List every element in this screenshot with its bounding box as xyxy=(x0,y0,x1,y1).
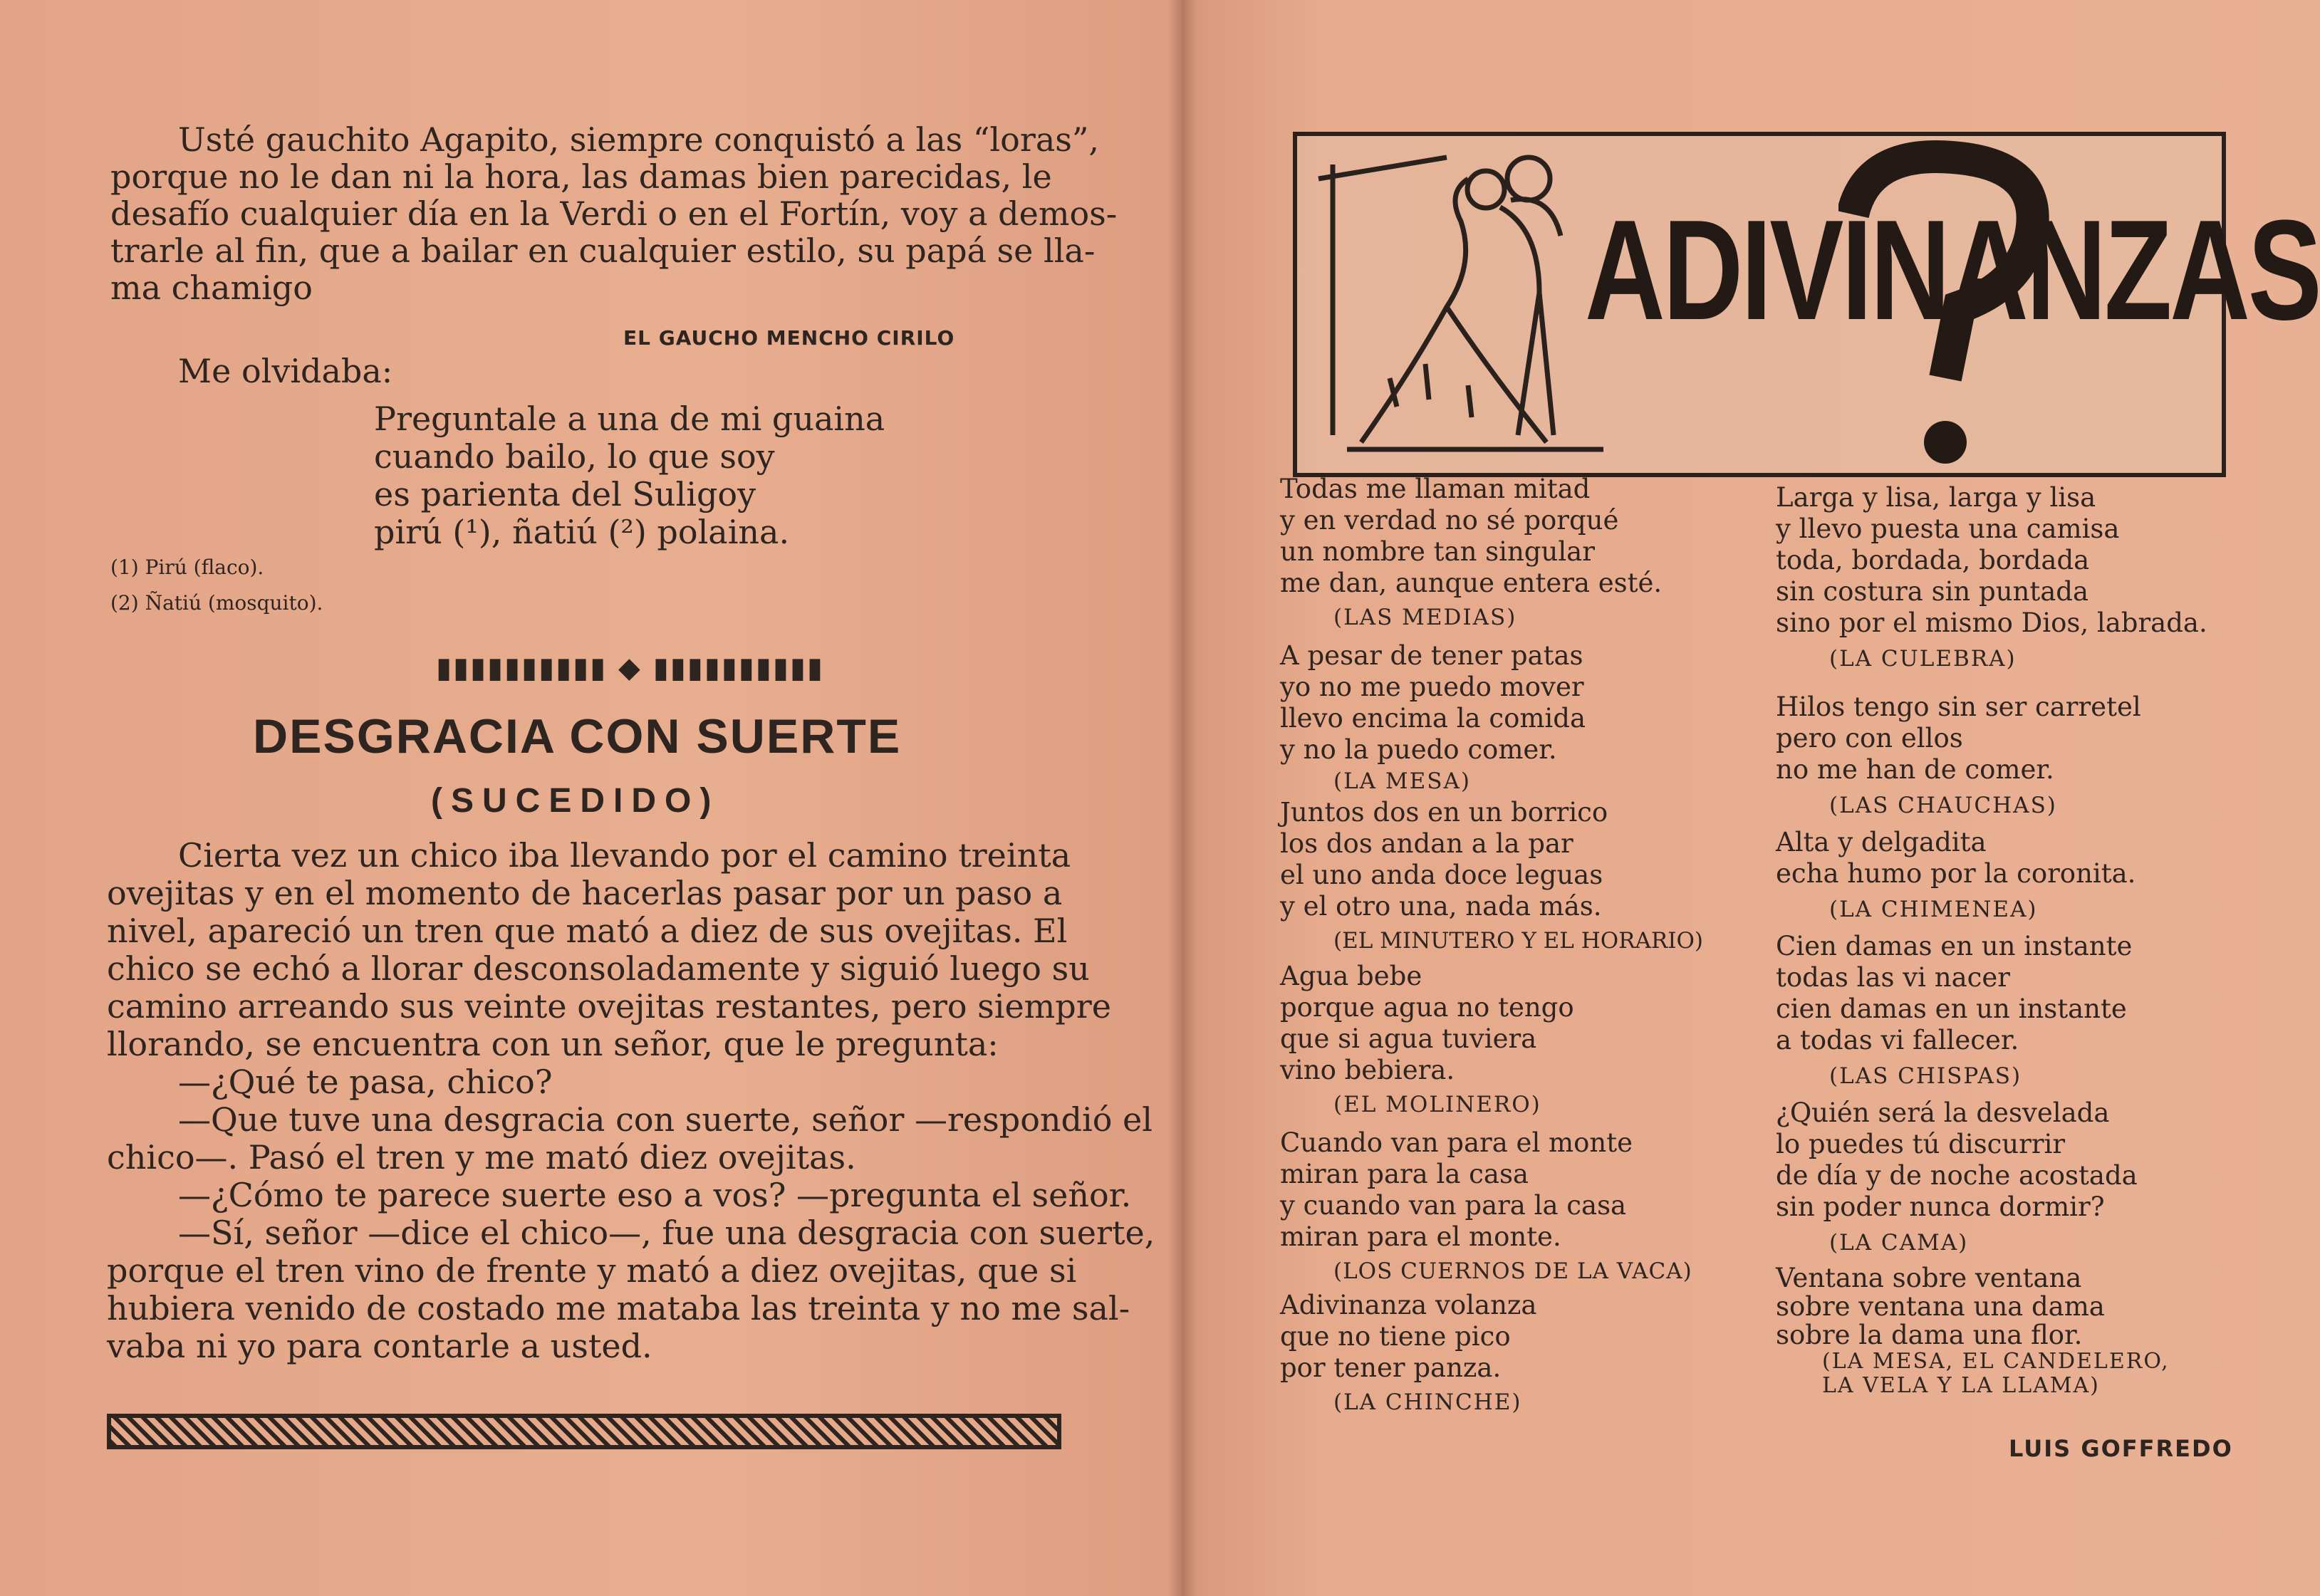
riddle: Juntos dos en un borrico los dos andan a la par el uno anda doce leguas y el otro una, nada más. (EL MINUTERO Y EL HORARIO) xyxy=(1280,797,1703,954)
story-body: Cierta vez un chico iba llevando por el camino treinta ovejitas y en el momento de hacerlas pasar por un paso a nivel, apareció un tren que mató a diez de sus ovejitas. El chico se echó a llorar desconsoladamente y siguió luego su camino arreando sus veinte ovejitas restantes, pero siempre llorando, se encuentra con un señor, que le pregunta: —¿Qué te pasa, chico? —Que tuve una desgracia con suerte, señor —respondió el chico—. Pasó el tren y me mató diez ovejitas. —¿Cómo te parece suerte eso a vos? —pregunta el señor. —Sí, señor —dice el chico—, fue una desgracia con suerte, porque el tren vino de frente y mató a diez ovejitas, que si hubiera venido de costado me mataba las treinta y no me sal- vaba ni yo para contarle a usted. xyxy=(107,836,1155,1365)
riddle: Alta y delgadita echa humo por la coronita. (LA CHIMENEA) xyxy=(1776,827,2136,922)
ornament-separator: ▮▮▮▮▮▮▮▮▮▮ ◆ ▮▮▮▮▮▮▮▮▮▮ xyxy=(436,652,824,684)
riddle: Agua bebe porque agua no tengo que si agua tuviera vino bebiera. (EL MOLINERO) xyxy=(1280,961,1574,1117)
riddle: Adivinanza volanza que no tiene pico por tener panza. (LA CHINCHE) xyxy=(1280,1290,1537,1415)
story-title: DESGRACIA CON SUERTE xyxy=(253,709,902,763)
adivinanzas-title: ADIVINANZAS xyxy=(1585,191,2320,350)
riddle: ¿Quién será la desvelada lo puedes tú discurrir de día y de noche acostada sin poder nunca dormir? (LA CAMA) xyxy=(1776,1097,2138,1256)
riddle: Cien damas en un instante todas las vi nacer cien damas en un instante a todas vi fallecer. (LAS CHISPAS) xyxy=(1776,931,2133,1089)
footnotes: (1) Pirú (flaco). (2) Ñatiú (mosquito). xyxy=(110,556,323,615)
riddles-column-left xyxy=(1280,474,1703,1418)
me-olvidaba: Me olvidaba: xyxy=(178,352,393,390)
riddle: Larga y lisa, larga y lisa y llevo puesta una camisa toda, bordada, bordada sin costura sin puntada sino por el mismo Dios, labrada. (LA CULEBRA) xyxy=(1776,482,2207,672)
book-gutter xyxy=(1168,0,1197,1596)
signature: EL GAUCHO MENCHO CIRILO xyxy=(623,326,955,350)
author-signature: LUIS GOFFREDO xyxy=(2009,1435,2233,1462)
riddle: Ventana sobre ventana sobre ventana una dama sobre la dama una flor. (LA MESA, EL CANDELERO, LA VELA Y LA LLAMA) xyxy=(1776,1263,2170,1398)
intro-paragraph: Usté gauchito Agapito, siempre conquistó a las “loras”, porque no le dan ni la hora, las damas bien parecidas, le desafío cualquier día en la Verdi o en el Fortín, voy a demos- trarle al fin, que a bailar en cualquier estilo, su papá se lla- ma chamigo xyxy=(110,120,1118,307)
story-subtitle: (SUCEDIDO) xyxy=(431,782,720,820)
riddle: A pesar de tener patas yo no me puedo mover llevo encima la comida y no la puedo comer. (LA MESA) xyxy=(1280,640,1586,794)
decorative-border xyxy=(107,1414,1061,1449)
riddles-column-right xyxy=(1776,482,2207,1398)
riddle: Cuando van para el monte miran para la casa y cuando van para la casa miran para el monte. (LOS CUERNOS DE LA VACA) xyxy=(1280,1127,1692,1284)
verse: Preguntale a una de mi guaina cuando bailo, lo que soy es parienta del Suligoy pirú (¹), ñatiú (²) polaina. xyxy=(374,400,885,551)
riddle: Todas me llaman mitad y en verdad no sé porqué un nombre tan singular me dan, aunque entera esté. (LAS MEDIAS) xyxy=(1280,474,1663,630)
riddle: Hilos tengo sin ser carretel pero con ellos no me han de comer. (LAS CHAUCHAS) xyxy=(1776,692,2141,818)
